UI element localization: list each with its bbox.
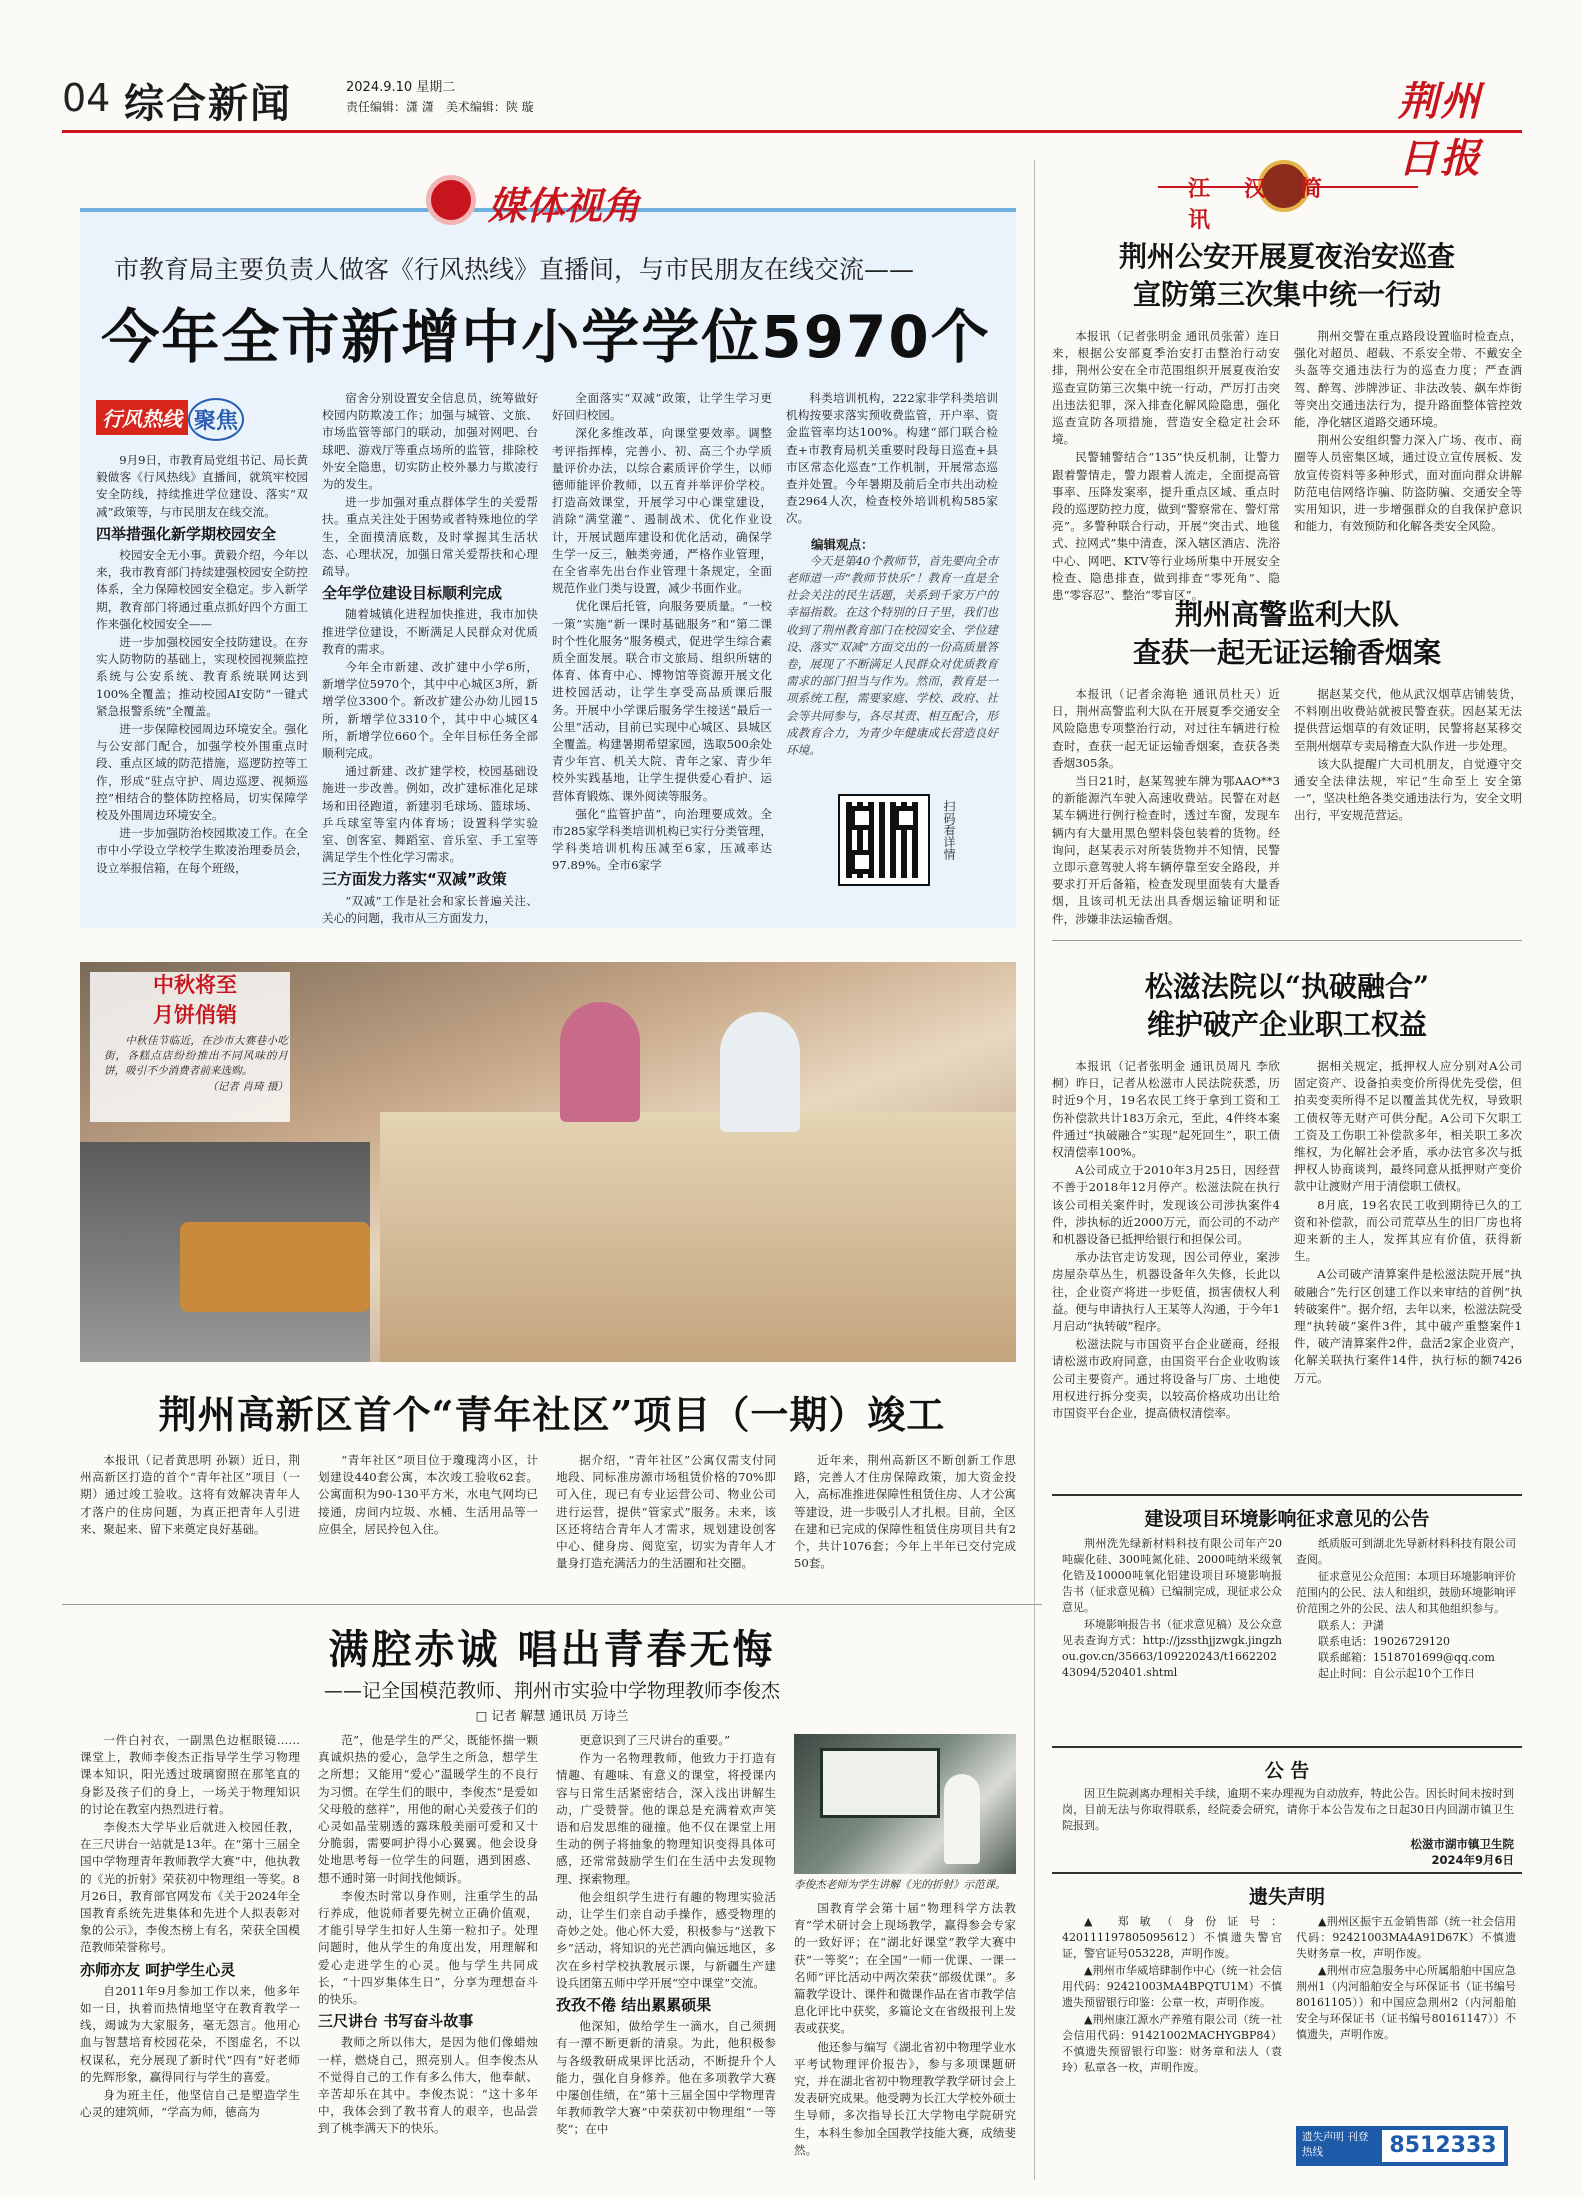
editors: 责任编辑：潇 潇 美术编辑：陕 璇: [346, 100, 534, 114]
paragraph: 全面落实“双减”政策，让学生学习更好回归校园。: [552, 391, 772, 423]
paragraph: 深化多维改革，向课堂要效率。调整考评指挥棒，完善小、初、高三个办学质量评价办法，以综合素质评价学生，以师德师能评价教师，以五育并举评价学校。打造高效课堂，开展学习中心课堂建设，消除“满堂灌”、遏制战术、优化作业设计，开展试题库建设和优化活动，确保学生学一反三，触类旁通，严格作业管理，在全省率先出台作业管理十条规定，全面规范作业门类与设置，减少书面作业。: [552, 426, 772, 596]
brief3-title-line2: 维护破产企业职工权益: [1146, 1008, 1427, 1041]
paragraph: 征求意见公众范围：本项目环境影响评价范围内的公民、法人和组织，鼓励环境影响评价范围之外的公民、法人和其他组织参与。: [1296, 1570, 1516, 1615]
paragraph: 荆州交警在重点路段设置临时检查点，强化对超员、超载、不系安全带、不戴安全头盔等交通违法行为的巡查力度；严查酒驾、醉驾、涉牌涉证、非法改装、飙车炸街等突出交通违法行为，提升路面整体管控效能，净化辖区道路交通环境。: [1294, 329, 1522, 430]
lost-notices: [1052, 1872, 1522, 2182]
brief2-title-line1: 荆州高警监利大队: [1174, 598, 1399, 631]
paragraph: 通过新建、改扩建学校，校园基础设施进一步改善。例如，改扩建标准化足球场和田径跑道，新建羽毛球场、篮球场、乒乓球室等室内体育场；设置科学实验室、创客室、舞蹈室、音乐室、手工室等满足学生个性化学习需求。: [322, 764, 538, 865]
paragraph: 国教育学会第十届“物理科学方法教育”学术研讨会上现场教学，赢得参会专家的一致好评；在“湖北好课堂”教学大赛中获“一等奖”；在全国“一师一优课、一课一名师”评比活动中两次荣获“部级优课”。多篇教学设计、课件和微课作品在省市教学信息化评比中获奖，多篇论文在省级报刊上发表或获奖。: [794, 1901, 1016, 2036]
paragraph: 进一步保障校园周边环境安全。强化与公安部门配合，加强学校外围重点时段、重点区域的防范措施，巡逻防控等工作，形成“驻点守护、周边巡逻、视频巡控”相结合的整体防控格局，切实保障学校及外围周边环境安全。: [96, 722, 308, 823]
subhead-podium: 三尺讲台 书写奋斗故事: [318, 2012, 474, 2031]
paragraph: 8月底，19名农民工收到期待已久的工资和补偿款，而公司荒草丛生的旧厂房也将迎来新的主人，发挥其应有价值，获得新生。: [1294, 1197, 1522, 1264]
media-col2: [322, 390, 538, 928]
lost-item: ▲荆州市应急服务中心所属船舶中国应急荆州1（内河船舶安全与环保证书（证书编号80161105））和中国应急荆州2（内河船舶安全与环保证书（证书编号80161147））不慎遗失，声明作废。: [1296, 1964, 1516, 2041]
paragraph: 据赵某交代，他从武汉烟草店铺装货，不料刚出收费站就被民警查获。因赵某无法提供营运烟草的有效证明，民警将赵某移交至荆州烟草专卖局稽查大队作进一步处理。: [1294, 687, 1522, 753]
paragraph: 荆州洗先绿新材料科技有限公司年产20吨碳化硅、300吨氮化硅、2000吨纳米级氧化锆及10000吨氧化铝建设项目环境影响报告书（征求意见稿）已编制完成，现征求公众意见。: [1062, 1537, 1282, 1614]
subhead-double-reduction: 三方面发力落实“双减”政策: [322, 870, 507, 889]
paragraph: 据相关规定，抵押权人应分别对A公司固定资产、设备拍卖变价所得优先受偿，但拍卖变卖所得不足以覆盖其优先权，导致职工债权等无财产可供分配。A公司下欠职工工资及工伤职工补偿款多年，相关职工多次维权，为化解社会矛盾，承办法官多次与抵押权人协商谈判，最终同意从抵押财产变价款中让渡财产用于清偿职工债权。: [1294, 1059, 1522, 1194]
teacher-col3: [556, 1732, 776, 2182]
lost-item: ▲荆州区振宇五金销售部（统一社会信用代码：92421003MA4A91D67K）不慎遗失财务章一枚，声明作废。: [1296, 1915, 1516, 1960]
brief3-col2: [1294, 1058, 1522, 1478]
teacher-col1: [80, 1732, 300, 2182]
jianghan-logo: [1158, 160, 1418, 233]
brief2-title-line2: 查获一起无证运输香烟案: [1132, 636, 1441, 669]
youth-col4: [794, 1452, 1016, 1592]
media-view-logo-text: 媒体视角: [488, 183, 641, 228]
youth-col3: [556, 1452, 776, 1592]
brief1-title-line2: 宣防第三次集中统一行动: [1132, 278, 1441, 311]
media-view-logo: [420, 165, 680, 237]
notice-env: [1052, 1494, 1522, 1744]
brief2-col1: [1052, 686, 1280, 926]
paragraph: 范”，他是学生的严父，既能怀揣一颗真诚炽热的爱心，急学生之所急，想学生之所想；又能用“爱心”温暖学生的不良行为习惯。在学生们的眼中，李俊杰“是爱如父母般的慈祥”，用他的耐心关爱孩子们的心灵如晶莹剔透的露珠般美丽可爱和又十分脆弱，需要呵护得小心翼翼。他会设身处地思考每一位学生的问题，遇到困惑、想不通时第一时间找他倾诉。: [318, 1733, 538, 1885]
contact-line: 联系电话：19026729120: [1318, 1635, 1450, 1648]
photo-title-line2: 月饼俏销: [153, 1002, 237, 1027]
notice-env-contacts: [1296, 1618, 1516, 1682]
page-header: [62, 66, 1522, 182]
paragraph: 一件白衬衣，一副黑色边框眼镜……课堂上，教师李俊杰正指导学生学习物理课本知识，阳光透过玻璃窗照在那笔直的身影及孩子们的身上，一场关于物理知识的讨论在教室内热烈进行着。: [80, 1733, 300, 1816]
paragraph: 本报讯（记者张明金 通讯员张蕾）连日来，根据公安部夏季治安打击整治行动安排，荆州公安在全市范围组织开展夏夜治安巡查宣防第三次集中统一行动，严厉打击突出违法犯罪，深入排查化解风险隐患，强化巡查宣防各项措施，营造安全稳定社会环境。: [1052, 329, 1280, 447]
section-title: 综合新闻: [124, 80, 292, 127]
lost-item: ▲ 郑敏（身份证号：420111197805095612）不慎遗失警官证，警官证号053228，声明作废。: [1062, 1915, 1282, 1960]
subhead-mentor: 亦师亦友 呵护学生心灵: [80, 1960, 236, 1979]
paragraph: 宿舍分别设置安全信息员，统筹做好校园内防欺凌工作；加强与城管、文旅、市场监管等部门的联动，加强对网吧、台球吧、游戏厅等重点场所的监管，排除校外安全隐患，切实防止校外暴力与欺凌行为的发生。: [322, 391, 538, 492]
subhead-safety: 四举措强化新学期校园安全: [96, 524, 277, 543]
paragraph: 9月9日，市教育局党组书记、局长黄毅做客《行风热线》直播间，就筑牢校园安全防线，持续推进学位建设、落实“双减”政策等，与市民朋友在线交流。: [96, 453, 308, 519]
teacher-photo: [794, 1734, 1016, 1874]
photo-title: [100, 970, 290, 1030]
teacher-byline: □ 记者 解慧 通讯员 万诗兰: [475, 1708, 629, 1723]
paragraph: 松滋法院与市国资平台企业磋商，经报请松滋市政府同意，由国资平台企业收购该公司主要资产。通过将设备与厂房、土地使用权进行拆分变卖，以较高价格成功出让给市国资平台企业，提高债权清偿率。: [1052, 1337, 1280, 1421]
brief1-title: [1052, 238, 1522, 314]
paragraph: A公司成立于2010年3月25日，因经营不善于2018年12月停产。松滋法院在执行该公司相关案件时，发现该公司涉执案件4件，涉执标的近2000万元，而公司的不动产和机器设备已抵押给银行和担保公司。: [1052, 1163, 1280, 1247]
hotline-box: [1296, 2126, 1508, 2166]
paragraph: 身为班主任，他坚信自己是塑造学生心灵的建筑师，“学高为师，德高为: [80, 2088, 300, 2120]
paragraph: “青年社区”项目位于瓊瑰湾小区，计划建设440套公寓，本次竣工验收62套。公寓面积为90-130平方米，水电气网均已接通，房间内垃圾、水桶、生活用品等一应俱全，居民拎包入住。: [318, 1453, 538, 1536]
lost-item: ▲荆州市华威培肆制作中心（统一社会信用代码：92421003MA4BPQTU1M）不慎遗失预留银行印鉴：公章一枚，声明作废。: [1062, 1964, 1282, 2009]
media-kicker: 市教育局主要负责人做客《行风热线》直播间，与市民朋友在线交流——: [114, 255, 915, 284]
notice-env-col1: [1062, 1536, 1282, 1682]
page-number: 04: [62, 76, 111, 120]
paragraph: 他深知，做给学生一滴水，自己须拥有一潭不断更新的清泉。为此，他积极参与各级教研成果评比活动，不断提升个人能力，强化自身修养。他在多项教学大赛中屡创佳绩，在“第十三届全国中学物理青年教师教学大赛”中荣获初中物理组“一等奖”；在中: [556, 2019, 776, 2137]
subhead-degrees: 全年学位建设目标顺利完成: [322, 584, 503, 603]
qr-code[interactable]: [840, 796, 928, 884]
notice-hospital-text: 因卫生院剥离办理相关手续，逾期不来办理视为自动放弃，特此公告。因长时间未按时到岗，目前无法与你取得联系，经院委会研究，请你于本公告发布之日起30日内回湖市镇卫生院报到。: [1062, 1787, 1514, 1832]
paragraph: 科类培训机构，222家非学科类培训机构按要求落实预收费监管，开户率、资金监管率均达100%。构建“部门联合检查+市教育局机关重要时段每日巡查+县市区常态化巡查”工作机制，开展常态巡查并处置。今年暑期及前后全市共出动检查2964人次，检查校外培训机构585家次。: [786, 391, 998, 526]
paragraph: 进一步加强校园安全技防建设。在夯实人防物防的基础上，实现校园视频监控系统与公安系统、教育系统联网达到100%全覆盖；推动校园AI安防“一键式紧急报警系统”全覆盖。: [96, 635, 308, 718]
hotline-number: 8512333: [1382, 2130, 1504, 2162]
media-col1: [96, 452, 308, 878]
paragraph: 自2011年9月参加工作以来，他多年如一日，执着而热情地坚守在教育教学一线，竭诚为大家服务，毫无怨言。他用心血与智慧培育校园花朵，不图虚名，不以权谋私，充分展现了新时代“四有”好老师的先辉形象，赢得同行与学生的喜爱。: [80, 1983, 300, 2084]
contact-line: 联系邮箱：1518701699@qq.com: [1318, 1651, 1495, 1664]
brief1-col1: [1052, 328, 1280, 748]
paragraph: 进一步加强对重点群体学生的关爱帮扶。重点关注处于困势或者特殊地位的学生，全面摸清底数，及时掌握其生活状态、心理状况，加强日常关爱帮扶和心理疏导。: [322, 495, 538, 579]
lost-notices-title: 遗失声明: [1248, 1886, 1325, 1908]
teacher-col4: [794, 1900, 1016, 2182]
hotline-label: 遗失声明 刊登热线: [1302, 2131, 1369, 2158]
paragraph: 据介绍，“青年社区”公寓仅需支付同地段、同标准房源市场租赁价格的70%即可入住，现已有专业运营公司、物业公司进行运营，提供“管家式”服务。未来，该区还将结合青年人才需求，规划建设创客中心、健身房、阅览室，切实为青年人才量身打造充满活力的生活圈和社交圈。: [556, 1453, 776, 1571]
paragraph: 今年全市新建、改扩建中小学6所，新增学位5970个，其中中心城区3所，新增学位3300个。新改扩建公办幼儿园15所，新增学位3310个，其中中心城区4所，新增学位660个。全年目标任务全部顺利完成。: [322, 660, 538, 761]
paragraph: 该大队提醒广大司机朋友，自觉遵守交通安全法律法规，牢记“生命至上 安全第一”，坚决杜绝各类交通违法行为，安全文明出行，平安规范营运。: [1294, 756, 1522, 823]
brief3-title: [1052, 968, 1522, 1044]
teacher-subtitle: ——记全国模范教师、荆州市实验中学物理教师李俊杰: [323, 1680, 780, 1702]
masthead-logo: 荆州日报: [1398, 78, 1482, 182]
photo-credit: （记者 肖琦 摄）: [207, 1081, 288, 1093]
lost-item: ▲荆州康江源水产养殖有限公司（统一社会信用代码：91421002MACHYGBP84）不慎遗失预留银行印鉴：财务章和法人（袁玲）私章各一枚，声明作废。: [1062, 2013, 1282, 2074]
paragraph: 教师之所以伟大，是因为他们像蜡烛一样，燃烧自己，照亮别人。但李俊杰从不觉得自己的工作有多么伟大，他奉献、辛苦却乐在其中。李俊杰说：“这十多年中，我体会到了教书育人的艰辛，也品尝到了桃李满天下的快乐。: [318, 2035, 538, 2136]
paragraph: 李俊杰大学毕业后就进入校园任教，在三尺讲台一站就是13年。在“第十三届全国中学物理青年教师教学大赛”中，他执教的《光的折射》荣获初中物理组一等奖。8月26日，教育部官网发布《关于2024年全国教育系统先进集体和先进个人拟表彰对象的公示》，李俊杰榜上有名，荣获全国模范教师荣誉称号。: [80, 1820, 300, 1955]
paragraph: 当日21时，赵某驾驶车牌为鄂AAO**3的新能源汽车驶入高速收费站。民警在对赵某车辆进行例行检查时，透过车窗，发现车辆内有大量用黑色塑料袋包装着的货物。经询问，赵某表示对所装货物并不知情，民警立即示意驾驶人将车辆停靠至安全路段，并要求打开后备箱，检查发现里面装有大量香烟，且该司机无法出具香烟运输证明和证件，涉嫌非法运输香烟。: [1052, 774, 1280, 926]
editor-note-title: 编辑观点：: [811, 536, 874, 552]
paragraph: 作为一名物理教师，他致力于打造有情趣、有趣味、有意义的课堂，将授课内容与日常生活紧密结合，深入浅出讲解生动，广受赞誉。他的课总是充满着欢声笑语和启发思维的碰撞。他不仅在课堂上用生动的例子将抽象的物理知识变得具体可感，还常常鼓励学生们在生活中去发现物理、探索物理。: [556, 1751, 776, 1886]
header-rule: [62, 130, 1522, 133]
paragraph: 本报讯（记者张明金 通讯员周凡 李欣桐）昨日，记者从松滋市人民法院获悉，历时近9个月，19名农民工终于拿到工资和工伤补偿款共计183万余元，至此，4件终本案件通过“执破融合”实现“起死回生”，职工债权清偿率100%。: [1052, 1059, 1280, 1160]
teacher-photo-caption: 李俊杰老师为学生讲解《光的折射》示范课。: [794, 1879, 1006, 1891]
paragraph: 强化“监管护苗”，向治理要成效。全市285家学科类培训机构已实行分类管理，学科类培训机构压减至6家，压减率达97.89%。全市6家学: [552, 806, 772, 873]
paragraph: 李俊杰时常以身作则，注重学生的品行养成，他说师者要先树立正确价值观，才能引导学生扣好人生第一粒扣子。处理问题时，他从学生的角度出发，用理解和爱心走进学生的心灵。他与学生共同成长，“十四岁集体生日”，分享为理想奋斗的快乐。: [318, 1888, 538, 2007]
notice-hospital-date: 2024年9月6日: [1431, 1853, 1514, 1867]
photo-caption-text: 中秋佳节临近，在沙市大赛巷小吃街，各糕点店纷纷推出不同风味的月饼，吸引不少消费者前来选购。: [104, 1035, 288, 1077]
youth-col2: [318, 1452, 538, 1592]
paragraph: 他还参与编写《湖北省初中物理学业水平考试物理评价报告》，参与多项课题研究，并在湖北省初中物理教学教学研讨会上发表研究成果。他受聘为长江大学校外硕士生导师，多次指导长江大学物电学院研究生，本科生参加全国教学技能大赛，成绩斐然。: [794, 2039, 1016, 2157]
teacher-title: 满腔赤诚 唱出青春无悔: [328, 1626, 776, 1673]
notice-hospital: [1052, 1746, 1522, 1866]
paragraph: 校园安全无小事。黄毅介绍，今年以来，我市教育部门持续建强校园安全防控体系，全力保障校园安全稳定。步入新学期，教育部门将通过重点抓好四个方面工作来强化校园安全——: [96, 548, 308, 631]
paragraph: A公司破产清算案件是松滋法院开展“执破融合”先行区创建工作以来审结的首例“执转破案件”。据介绍，去年以来，松滋法院受理“执转破”案件3件，其中破产重整案件1件，破产清算案件2件，盘活2家企业资产，化解关联执行案件14件，执行标的额7426万元。: [1294, 1267, 1522, 1385]
paragraph: “双减”工作是社会和家长普遍关注、关心的问题，我市从三方面发力，: [322, 893, 538, 925]
paragraph: 近年来，荆州高新区不断创新工作思路，完善人才住房保障政策，加大资金投入，高标准推进保障性租赁住房、人才公寓等建设，进一步吸引人才扎根。目前，全区在建和已完成的保障性租赁住房项目共有2个，共计1076套；今年上半年已交付完成50套。: [794, 1453, 1016, 1571]
paragraph: 民警辅警结合“135”快反机制，让警力跟着警情走，警力跟着人流走，全面提高管事率、压降发案率，提升重点区域、重点时段的巡逻防控力度，做到“警察常在、警灯常亮”。多警种联合行动，开展“突击式、地毯式、拉网式”集中清查，深入辖区酒店、洗浴中心、网吧、KTV等行业场所集中开展安全检查、隐患排查，做到排查“零死角”、隐患“零容忍”、整治“零盲区”。: [1052, 450, 1280, 603]
hotline-badge: [96, 398, 246, 438]
paragraph: 承办法官走访发现，因公司停业，案涉房屋杂草丛生，机器设备年久失修，长此以往，企业资产将进一步贬值，损害债权人利益。便与申请执行人王某等人沟通，于今年1月启动“执转破”程序。: [1052, 1250, 1280, 1334]
paragraph: 优化课后托管，向服务要质量。“一校一策”实施“新一课时基础服务”和“第二课时个性化服务”服务模式，促进学生综合素质全面发展。联合市文旅局、组织所辖的体育、体育中心、博物馆等资源开展文化进校园活动，让学生享受高品质课后服务。开展中小学课后服务学生接送“最后一公里”活动，目前已实现中心城区、县城区全覆盖。构建暑期希望家园，选取500余处青少年宫、机关大院、青年之家、青少年校外实践基地，让学生提供爱心看护、运营体育锻炼、课外阅读等服务。: [552, 599, 772, 803]
paragraph: 他会组织学生进行有趣的物理实验活动，让学生们亲自动手操作，感受物理的奇妙之处。他心怀大爱，积极参与“送教下乡”活动，将知识的光芒洒向偏远地区，多次在乡村学校执教展示课，与新疆生产建设兵团第五师中学开展“空中课堂”交流。: [556, 1889, 776, 1990]
camera-lens-icon: [426, 175, 476, 225]
teacher-col2: [318, 1732, 538, 2182]
media-headline: 今年全市新增中小学学位5970个: [101, 303, 991, 371]
editor-note-body: 今天是第40个教师节，首先要向全市老师道一声“教师节快乐”！教育一直是全社会关注的民生话题，关系到千家万户的幸福指数。在这个特别的日子里，我们也收到了荆州教育部门在校园安全、学位建设、落实“双减”方面交出的一份高质量答卷，展现了不断满足人民群众对优质教育需求的部门担当与作为。然而，教育是一项系统工程，需要家庭、学校、政府、社会等共同参与，各尽其责、相互配合，形成教育合力，为青少年健康成长营造良好环境。: [786, 553, 998, 758]
lost-col1: [1062, 1914, 1282, 2077]
brief3-col1: [1052, 1058, 1280, 1478]
brief2-title: [1052, 596, 1522, 672]
paragraph: 随着城镇化进程加快推进，我市加快推进学位建设，不断满足人民群众对优质教育的需求。: [322, 607, 538, 656]
brief1-col2: [1294, 328, 1522, 748]
notice-hospital-title: 公 告: [1264, 1760, 1310, 1782]
media-col3: [552, 390, 772, 876]
focus-badge-text: 聚焦: [188, 398, 244, 441]
brief1-title-line1: 荆州公安开展夏夜治安巡查: [1118, 240, 1455, 273]
qr-caption: 扫码看详情: [942, 800, 956, 860]
media-col4: [786, 390, 998, 760]
jianghan-logo-text: 江汉简讯: [1188, 176, 1357, 233]
hotline-badge-text: 行风热线: [96, 400, 188, 435]
subhead-achievements: 孜孜不倦 结出累累硕果: [556, 1996, 712, 2015]
youth-col1: [80, 1452, 300, 1592]
paragraph: 纸质版可到湖北先导新材料科技有限公司查阅。: [1296, 1537, 1516, 1566]
lost-col2: [1296, 1914, 1516, 2044]
contact-line: 起止时间：自公示起10个工作日: [1318, 1667, 1475, 1680]
brief3-title-line1: 松滋法院以“执破融合”: [1144, 970, 1430, 1003]
paragraph: 本报讯（记者余海艳 通讯员杜天）近日，荆州高警监利大队在开展夏季交通安全风险隐患专项整治行动，对过往车辆进行检查时，查获一起无证运输香烟案，查获各类香烟305条。: [1052, 687, 1280, 770]
paragraph: 本报讯（记者黄思明 孙颖）近日，荆州高新区打造的首个“青年社区”项目（一期）通过竣工验收。这将有效解决青年人才落户的住房问题，为真正把青年人引进来、聚起来、留下来奠定良好基础。: [80, 1453, 300, 1536]
contact-line: 联系人：尹潇: [1318, 1619, 1384, 1632]
photo-caption: [104, 1034, 288, 1095]
notice-hospital-sign: 松滋市湖市镇卫生院: [1410, 1837, 1514, 1851]
paragraph: 环境影响报告书（征求意见稿）及公众意见表查询方式：http://jzssthjjzwgk.jingzhou.gov.cn/35663/109220243/t166220243094/520401.shtml: [1062, 1618, 1282, 1679]
youth-community-title: 荆州高新区首个“青年社区”项目（一期）竣工: [158, 1392, 946, 1437]
brief2-col2: [1294, 686, 1522, 926]
photo-title-line1: 中秋将至: [153, 972, 237, 997]
paragraph: 更意识到了三尺讲台的重要。”: [579, 1733, 731, 1747]
notice-env-col2: [1296, 1536, 1516, 1682]
issue-date: 2024.9.10 星期二: [346, 80, 456, 95]
paragraph: 进一步加强防治校园欺凌工作。在全市中小学设立学校学生欺凌治理委员会，设立举报信箱，在每个班级，: [96, 826, 308, 875]
paragraph: 荆州公安组织警力深入广场、夜市、商圈等人员密集区域，通过设立宣传展板、发放宣传资料等多种形式，面对面向群众讲解防范电信网络诈骗、防盗防骗、交通安全等实用知识，进一步增强群众的自我保护意识和能力，有效预防和化解各类安全风险。: [1294, 433, 1522, 534]
notice-env-title: 建设项目环境影响征求意见的公告: [1144, 1508, 1430, 1530]
